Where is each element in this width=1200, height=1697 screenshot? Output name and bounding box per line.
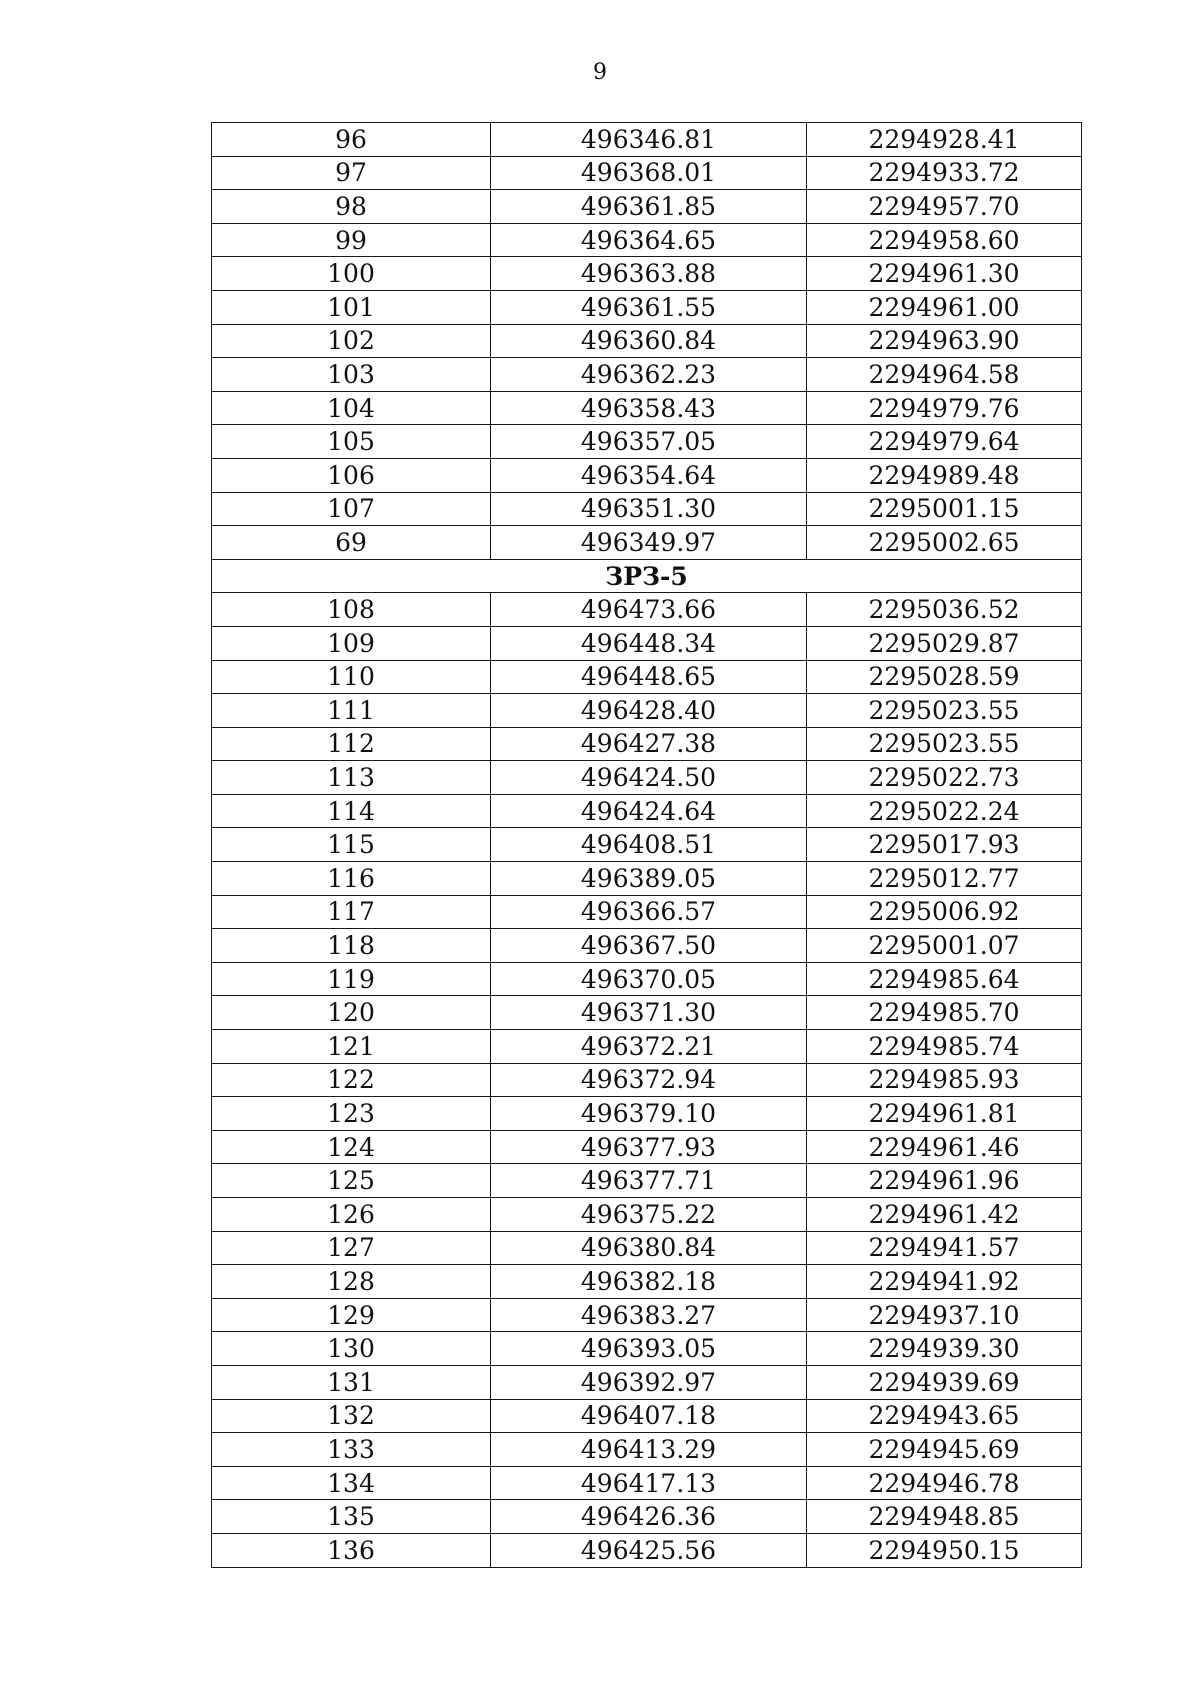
table-row — [212, 794, 1082, 828]
x-coordinate-cell: 496375.22 — [491, 1198, 807, 1232]
table-row — [212, 190, 1082, 224]
table-row — [212, 929, 1082, 963]
point-number-cell: 135 — [212, 1500, 491, 1534]
x-coordinate-cell: 496417.13 — [491, 1466, 807, 1500]
y-coordinate-cell: 2294941.92 — [807, 1265, 1082, 1299]
y-coordinate-cell: 2294957.70 — [807, 190, 1082, 224]
table-row — [212, 727, 1082, 761]
y-coordinate-cell: 2295022.24 — [807, 794, 1082, 828]
point-number-cell: 96 — [212, 123, 491, 157]
x-coordinate-cell: 496424.50 — [491, 761, 807, 795]
y-coordinate-cell: 2294933.72 — [807, 156, 1082, 190]
x-coordinate-cell: 496426.36 — [491, 1500, 807, 1534]
table-row — [212, 694, 1082, 728]
point-number-cell: 100 — [212, 257, 491, 291]
x-coordinate-cell: 496377.71 — [491, 1164, 807, 1198]
point-number-cell: 125 — [212, 1164, 491, 1198]
x-coordinate-cell: 496363.88 — [491, 257, 807, 291]
point-number-cell: 109 — [212, 626, 491, 660]
point-number-cell: 104 — [212, 391, 491, 425]
x-coordinate-cell: 496358.43 — [491, 391, 807, 425]
point-number-cell: 132 — [212, 1399, 491, 1433]
x-coordinate-cell: 496346.81 — [491, 123, 807, 157]
table-row — [212, 626, 1082, 660]
point-number-cell: 111 — [212, 694, 491, 728]
table-row — [212, 1030, 1082, 1064]
y-coordinate-cell: 2294985.74 — [807, 1030, 1082, 1064]
y-coordinate-cell: 2294946.78 — [807, 1466, 1082, 1500]
section-label: ЗРЗ-5 — [212, 559, 1082, 593]
x-coordinate-cell: 496368.01 — [491, 156, 807, 190]
table-row — [212, 223, 1082, 257]
point-number-cell: 101 — [212, 290, 491, 324]
y-coordinate-cell: 2295002.65 — [807, 526, 1082, 560]
table-row — [212, 1433, 1082, 1467]
x-coordinate-cell: 496428.40 — [491, 694, 807, 728]
y-coordinate-cell: 2294928.41 — [807, 123, 1082, 157]
y-coordinate-cell: 2294985.93 — [807, 1063, 1082, 1097]
table-row — [212, 425, 1082, 459]
table-row — [212, 492, 1082, 526]
point-number-cell: 123 — [212, 1097, 491, 1131]
point-number-cell: 130 — [212, 1332, 491, 1366]
point-number-cell: 133 — [212, 1433, 491, 1467]
point-number-cell: 122 — [212, 1063, 491, 1097]
x-coordinate-cell: 496364.65 — [491, 223, 807, 257]
x-coordinate-cell: 496362.23 — [491, 358, 807, 392]
point-number-cell: 136 — [212, 1533, 491, 1567]
x-coordinate-cell: 496372.94 — [491, 1063, 807, 1097]
y-coordinate-cell: 2294985.70 — [807, 996, 1082, 1030]
table-row — [212, 1332, 1082, 1366]
point-number-cell: 124 — [212, 1130, 491, 1164]
table-row — [212, 391, 1082, 425]
y-coordinate-cell: 2294939.69 — [807, 1365, 1082, 1399]
table-row — [212, 996, 1082, 1030]
table-row — [212, 290, 1082, 324]
table-row — [212, 1399, 1082, 1433]
x-coordinate-cell: 496382.18 — [491, 1265, 807, 1299]
point-number-cell: 131 — [212, 1365, 491, 1399]
x-coordinate-cell: 496413.29 — [491, 1433, 807, 1467]
coordinates-table-body — [212, 123, 1082, 1568]
table-row — [212, 1130, 1082, 1164]
point-number-cell: 103 — [212, 358, 491, 392]
point-number-cell: 126 — [212, 1198, 491, 1232]
table-row — [212, 358, 1082, 392]
point-number-cell: 119 — [212, 962, 491, 996]
point-number-cell: 110 — [212, 660, 491, 694]
table-row — [212, 1231, 1082, 1265]
y-coordinate-cell: 2294945.69 — [807, 1433, 1082, 1467]
point-number-cell: 97 — [212, 156, 491, 190]
y-coordinate-cell: 2294948.85 — [807, 1500, 1082, 1534]
x-coordinate-cell: 496392.97 — [491, 1365, 807, 1399]
x-coordinate-cell: 496408.51 — [491, 828, 807, 862]
y-coordinate-cell: 2294963.90 — [807, 324, 1082, 358]
point-number-cell: 112 — [212, 727, 491, 761]
y-coordinate-cell: 2295022.73 — [807, 761, 1082, 795]
page-number: 9 — [593, 60, 607, 85]
table-row — [212, 761, 1082, 795]
coordinates-table — [211, 122, 1082, 1568]
y-coordinate-cell: 2294985.64 — [807, 962, 1082, 996]
x-coordinate-cell: 496383.27 — [491, 1298, 807, 1332]
table-row — [212, 828, 1082, 862]
table-row — [212, 156, 1082, 190]
x-coordinate-cell: 496361.55 — [491, 290, 807, 324]
x-coordinate-cell: 496379.10 — [491, 1097, 807, 1131]
y-coordinate-cell: 2294964.58 — [807, 358, 1082, 392]
x-coordinate-cell: 496427.38 — [491, 727, 807, 761]
point-number-cell: 114 — [212, 794, 491, 828]
x-coordinate-cell: 496448.65 — [491, 660, 807, 694]
table-row — [212, 1164, 1082, 1198]
x-coordinate-cell: 496360.84 — [491, 324, 807, 358]
table-row — [212, 1063, 1082, 1097]
y-coordinate-cell: 2295023.55 — [807, 727, 1082, 761]
point-number-cell: 113 — [212, 761, 491, 795]
y-coordinate-cell: 2294941.57 — [807, 1231, 1082, 1265]
point-number-cell: 69 — [212, 526, 491, 560]
x-coordinate-cell: 496389.05 — [491, 862, 807, 896]
y-coordinate-cell: 2294979.76 — [807, 391, 1082, 425]
x-coordinate-cell: 496370.05 — [491, 962, 807, 996]
y-coordinate-cell: 2294961.30 — [807, 257, 1082, 291]
x-coordinate-cell: 496448.34 — [491, 626, 807, 660]
table-row — [212, 660, 1082, 694]
point-number-cell: 127 — [212, 1231, 491, 1265]
x-coordinate-cell: 496377.93 — [491, 1130, 807, 1164]
point-number-cell: 118 — [212, 929, 491, 963]
x-coordinate-cell: 496367.50 — [491, 929, 807, 963]
y-coordinate-cell: 2295017.93 — [807, 828, 1082, 862]
y-coordinate-cell: 2294958.60 — [807, 223, 1082, 257]
y-coordinate-cell: 2294937.10 — [807, 1298, 1082, 1332]
point-number-cell: 120 — [212, 996, 491, 1030]
y-coordinate-cell: 2294961.96 — [807, 1164, 1082, 1198]
y-coordinate-cell: 2294950.15 — [807, 1533, 1082, 1567]
x-coordinate-cell: 496380.84 — [491, 1231, 807, 1265]
point-number-cell: 106 — [212, 458, 491, 492]
table-row — [212, 257, 1082, 291]
y-coordinate-cell: 2294989.48 — [807, 458, 1082, 492]
y-coordinate-cell: 2294961.42 — [807, 1198, 1082, 1232]
y-coordinate-cell: 2295029.87 — [807, 626, 1082, 660]
point-number-cell: 129 — [212, 1298, 491, 1332]
point-number-cell: 117 — [212, 895, 491, 929]
point-number-cell: 115 — [212, 828, 491, 862]
section-header-row — [212, 559, 1082, 593]
x-coordinate-cell: 496424.64 — [491, 794, 807, 828]
point-number-cell: 102 — [212, 324, 491, 358]
point-number-cell: 121 — [212, 1030, 491, 1064]
y-coordinate-cell: 2295001.15 — [807, 492, 1082, 526]
x-coordinate-cell: 496357.05 — [491, 425, 807, 459]
y-coordinate-cell: 2294961.81 — [807, 1097, 1082, 1131]
y-coordinate-cell: 2295036.52 — [807, 593, 1082, 627]
point-number-cell: 98 — [212, 190, 491, 224]
table-row — [212, 458, 1082, 492]
x-coordinate-cell: 496371.30 — [491, 996, 807, 1030]
x-coordinate-cell: 496354.64 — [491, 458, 807, 492]
y-coordinate-cell: 2295012.77 — [807, 862, 1082, 896]
point-number-cell: 116 — [212, 862, 491, 896]
x-coordinate-cell: 496349.97 — [491, 526, 807, 560]
table-row — [212, 123, 1082, 157]
x-coordinate-cell: 496393.05 — [491, 1332, 807, 1366]
point-number-cell: 134 — [212, 1466, 491, 1500]
table-row — [212, 1466, 1082, 1500]
x-coordinate-cell: 496473.66 — [491, 593, 807, 627]
table-row — [212, 526, 1082, 560]
table-row — [212, 1097, 1082, 1131]
y-coordinate-cell: 2294961.46 — [807, 1130, 1082, 1164]
point-number-cell: 108 — [212, 593, 491, 627]
y-coordinate-cell: 2294979.64 — [807, 425, 1082, 459]
y-coordinate-cell: 2294943.65 — [807, 1399, 1082, 1433]
y-coordinate-cell: 2295006.92 — [807, 895, 1082, 929]
table-row — [212, 593, 1082, 627]
table-row — [212, 1198, 1082, 1232]
point-number-cell: 99 — [212, 223, 491, 257]
table-row — [212, 962, 1082, 996]
table-row — [212, 324, 1082, 358]
table-row — [212, 1533, 1082, 1567]
point-number-cell: 107 — [212, 492, 491, 526]
y-coordinate-cell: 2294961.00 — [807, 290, 1082, 324]
table-row — [212, 862, 1082, 896]
table-row — [212, 895, 1082, 929]
x-coordinate-cell: 496361.85 — [491, 190, 807, 224]
table-row — [212, 1365, 1082, 1399]
x-coordinate-cell: 496407.18 — [491, 1399, 807, 1433]
y-coordinate-cell: 2295028.59 — [807, 660, 1082, 694]
x-coordinate-cell: 496351.30 — [491, 492, 807, 526]
table-row — [212, 1500, 1082, 1534]
table-row — [212, 1265, 1082, 1299]
y-coordinate-cell: 2295023.55 — [807, 694, 1082, 728]
x-coordinate-cell: 496425.56 — [491, 1533, 807, 1567]
point-number-cell: 128 — [212, 1265, 491, 1299]
x-coordinate-cell: 496366.57 — [491, 895, 807, 929]
y-coordinate-cell: 2294939.30 — [807, 1332, 1082, 1366]
x-coordinate-cell: 496372.21 — [491, 1030, 807, 1064]
point-number-cell: 105 — [212, 425, 491, 459]
table-row — [212, 1298, 1082, 1332]
y-coordinate-cell: 2295001.07 — [807, 929, 1082, 963]
